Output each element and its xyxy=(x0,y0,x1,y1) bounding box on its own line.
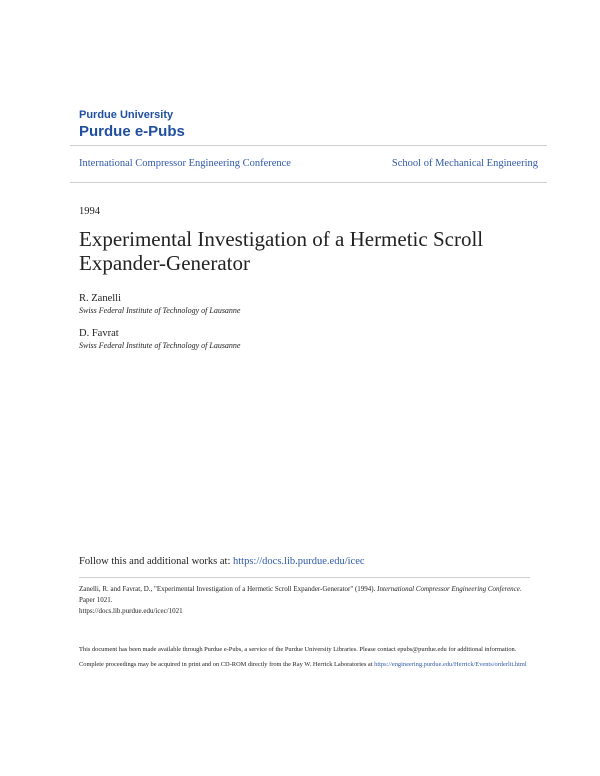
series-nav xyxy=(70,145,547,183)
department-link[interactable]: School of Mechanical Engineering xyxy=(391,158,538,169)
university-name[interactable]: Purdue University xyxy=(79,109,174,121)
publication-year: 1994 xyxy=(79,206,100,217)
header xyxy=(79,109,185,141)
herrick-link[interactable]: https://engineering.purdue.edu/Herrick/Events/orderlit.html xyxy=(374,660,527,668)
recommended-citation xyxy=(79,584,524,617)
citation-url[interactable]: https://docs.lib.purdue.edu/icec/1021 xyxy=(79,607,183,615)
author-name: R. Zanelli xyxy=(79,293,121,304)
notice-text: This document has been made available through Purdue e-Pubs, a service of the Purdue University Libraries. Please contact epubs@purdue.edu for additional information. xyxy=(79,646,517,653)
follow-line xyxy=(79,556,365,567)
collection-link[interactable]: https://docs.lib.purdue.edu/icec xyxy=(233,556,365,567)
follow-text: Follow this and additional works at: xyxy=(79,556,233,567)
citation-paper-number: . Paper 1021. xyxy=(79,585,522,604)
divider xyxy=(79,577,530,578)
author-affiliation: Swiss Federal Institute of Technology of Lausanne xyxy=(79,341,241,350)
repository-name[interactable]: Purdue e-Pubs xyxy=(79,123,185,140)
citation-text: Zanelli, R. and Favrat, D., "Experimental Investigation of a Hermetic Scroll Expander-Generator" (1994). xyxy=(79,585,378,593)
proceedings-text: Complete proceedings may be acquired in print and on CD-ROM directly from the Ray W. Herrick Laboratories at xyxy=(79,660,375,668)
availability-notice xyxy=(79,645,529,674)
proceedings-note xyxy=(79,660,529,671)
citation-venue: International Compressor Engineering Conference xyxy=(377,585,520,593)
author-name: D. Favrat xyxy=(79,328,119,339)
paper-title: Experimental Investigation of a Hermetic Scroll Expander-Generator xyxy=(79,227,484,275)
author-affiliation: Swiss Federal Institute of Technology of Lausanne xyxy=(79,306,241,315)
conference-link[interactable]: International Compressor Engineering Conference xyxy=(79,158,291,169)
